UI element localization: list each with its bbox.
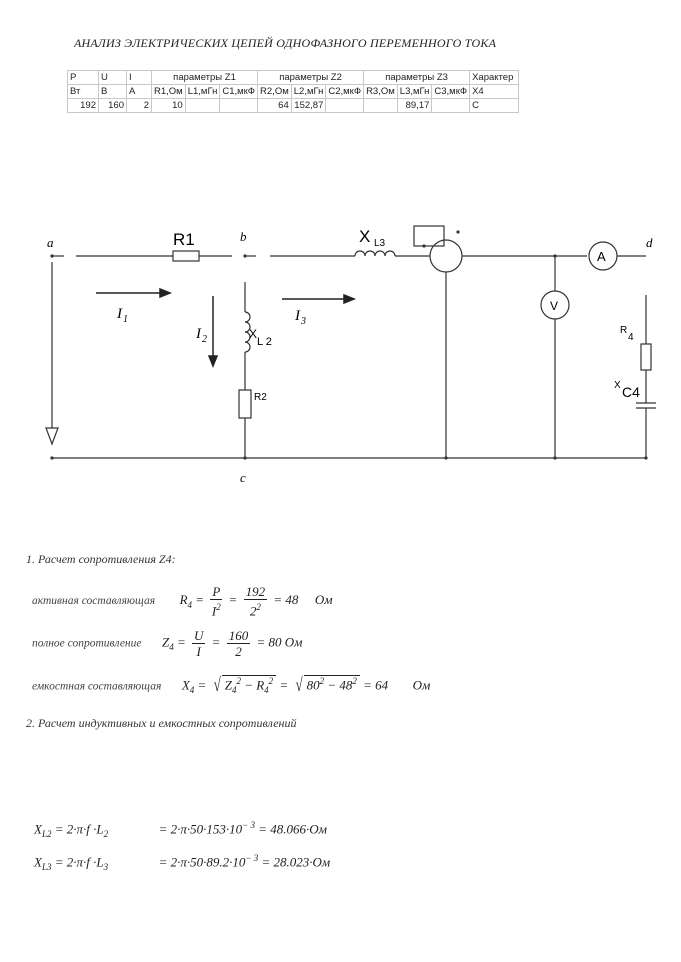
document-title: АНАЛИЗ ЭЛЕКТРИЧЕСКИХ ЦЕПЕЙ ОДНОФАЗНОГО ПЕРЕМЕННОГО ТОКА [74,36,497,50]
cap-label: емкостная составляющая [32,680,162,693]
label-i1: I [117,306,122,322]
resistor-r1 [173,251,199,261]
label-xc4: X [614,380,621,391]
node-label-b: b [240,229,247,244]
label-r2: R2 [254,392,267,403]
label-xl3-sub: L3 [374,238,386,249]
node-dot [243,254,246,257]
node-label-d: d [646,235,653,250]
table-cell: L2,мГн [291,85,326,99]
active-label: активная составляющая [32,595,156,608]
node-label-c: c [240,470,246,485]
xl3-formula: $X_{L3} = 2\cdot\pi\cdot f \cdot L_3 = 2\cdot\pi\cdot 50\cdot 89.2\cdot 10^{- 3} = 28.023\cdot Ом$ [34,853,331,872]
label-i3-sub: 3 [301,316,306,327]
z4-fraction-values: $\frac{160}{2}$ [228,628,249,659]
source-arrow-icon [46,428,58,444]
label-r4-sub: 4 [628,332,634,343]
r4-lhs: R [179,592,188,608]
table-cell: R3,Ом [364,85,398,99]
wattmeter-dot [422,244,425,247]
resistor-r2 [239,390,251,418]
label-r4: R [620,325,628,336]
wattmeter-dot [456,230,459,233]
label-xc4-sub: C4 [622,384,640,400]
node-dot [50,254,53,257]
node-label-a: a [47,235,54,250]
section1-heading: 1. Расчет сопротивления Z4: [26,552,176,566]
z4-fraction: $\frac{U}{I}$ [194,628,204,659]
table-cell: параметры Z3 [364,71,470,85]
label-i1-sub: 1 [123,314,128,325]
table-cell: P [68,71,99,85]
sqrt-values: $80^2 - 48^2$ [304,675,360,693]
node-dot [243,456,246,459]
resistor-r4 [641,344,651,370]
table-cell: параметры Z2 [258,71,364,85]
node-dot [444,456,447,459]
table-cell: В [99,85,127,99]
wattmeter-icon [430,240,462,272]
table-cell: Характер [470,71,519,85]
table-cell: R1,Ом [152,85,186,99]
voltmeter-label: V [550,299,559,313]
z4-formula: полное сопротивление $Z_4$ = $\frac{U}{I}$ = $\frac{160}{2}$ = 80 Ом [32,628,303,659]
table-cell: I [127,71,152,85]
label-i2: I [196,326,201,342]
arrowhead-icon [209,356,217,366]
table-cell: С1,мкФ [220,85,258,99]
node-dot [553,254,556,257]
table-cell: L1,мГн [185,85,220,99]
table-cell: А [127,85,152,99]
label-xl2-sub: L 2 [257,336,272,348]
label-i2-sub: 2 [202,334,207,345]
wattmeter-box [414,226,444,246]
label-i3: I [295,308,300,324]
arrowhead-icon [160,289,170,297]
table-cell: L3,мГн [397,85,432,99]
label-xl2: X [249,327,258,341]
table-cell: Вт [68,85,99,99]
r4-fraction: $\frac{P}{I^2}$ [211,584,221,619]
table-cell: 152,87 [291,99,326,113]
label-r1: R1 [173,230,195,249]
sqrt-expression: $Z_4^2 - R_4^2$ [222,675,276,695]
table-cell: 89,17 [397,99,432,113]
inductor-l3 [355,251,395,256]
table-cell: 64 [258,99,292,113]
table-cell: 192 [68,99,99,113]
table-cell: С2,мкФ [326,85,364,99]
table-cell: R2,Ом [258,85,292,99]
table-cell: 2 [127,99,152,113]
node-dot [644,456,647,459]
x4-formula: емкостная составляющая $X_4$ = √ $Z_4^2 - R_4^2$ = √ $80^2 - 48^2 = 64$ Ом [32,673,431,696]
table-cell: 10 [152,99,186,113]
node-dot [553,456,556,459]
ammeter-label: A [597,249,606,264]
full-label: полное сопротивление [32,637,142,650]
table-cell: параметры Z1 [152,71,258,85]
table-cell: С3,мкФ [432,85,470,99]
r4-formula: активная составляющая $R_4$ = $\frac{P}{I^2}$ = $\frac{192}{2^2}$ = 48 Ом [32,584,333,619]
xl2-formula: $X_{L2} = 2\cdot\pi\cdot f \cdot L_2 = 2\cdot\pi\cdot 50\cdot 153\cdot 10^{- 3} = 48.066\cdot Ом$ [34,820,327,839]
arrowhead-icon [344,295,354,303]
table-cell: U [99,71,127,85]
table-cell: Х4 [470,85,519,99]
node-dot [50,456,53,459]
r4-fraction-values: $\frac{192}{2^2}$ [245,584,266,619]
table-cell: 160 [99,99,127,113]
label-xl3: X [359,227,371,246]
table-cell: С [470,99,519,113]
section2-heading: 2. Расчет индуктивных и емкостных сопротивлений [26,716,297,730]
